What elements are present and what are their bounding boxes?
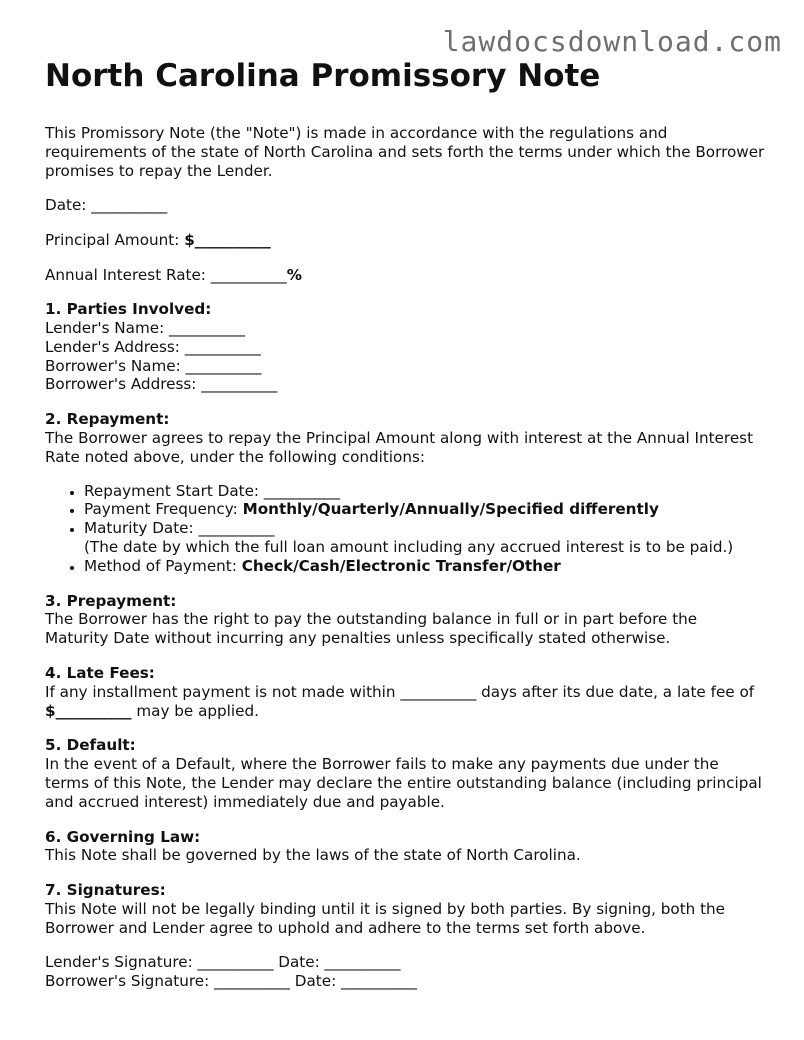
borrower-name-line: Borrower's Name: __________ bbox=[45, 356, 262, 375]
document-page bbox=[45, 58, 765, 991]
default-text: In the event of a Default, where the Borrower fails to make any payments due under the terms of this Note, the Lender may declare the entire outstanding balance (including principal and accrued interest) immediately due and payable. bbox=[45, 755, 762, 811]
interest-rate-blank: __________ bbox=[210, 265, 287, 284]
date-field bbox=[45, 196, 765, 215]
list-item bbox=[84, 519, 765, 557]
section-signatures bbox=[45, 881, 765, 991]
frequency-label: Payment Frequency: bbox=[84, 500, 238, 519]
list-item bbox=[84, 482, 765, 501]
section-heading: 7. Signatures: bbox=[45, 881, 166, 900]
late-fees-text-b: may be applied. bbox=[136, 701, 259, 720]
start-date-line: Repayment Start Date: __________ bbox=[84, 481, 340, 500]
page-title: North Carolina Promissory Note bbox=[45, 58, 601, 94]
section-late-fees bbox=[45, 664, 765, 720]
principal-label: Principal Amount: bbox=[45, 230, 180, 249]
principal-field bbox=[45, 231, 765, 250]
governing-law-text: This Note shall be governed by the laws of the state of North Carolina. bbox=[45, 846, 581, 865]
section-heading: 2. Repayment: bbox=[45, 410, 170, 429]
late-fees-text-a: If any installment payment is not made within __________ days after its due date, a late fee of bbox=[45, 682, 755, 701]
late-fee-amount: $__________ bbox=[45, 701, 132, 720]
list-item bbox=[84, 500, 765, 519]
maturity-label: Maturity Date: __________ bbox=[84, 519, 275, 538]
date-blank: __________ bbox=[91, 196, 168, 215]
lender-address-line: Lender's Address: __________ bbox=[45, 337, 261, 356]
borrower-address-line: Borrower's Address: __________ bbox=[45, 375, 278, 394]
repayment-text: The Borrower agrees to repay the Principal Amount along with interest at the Annual Interest Rate noted above, under the following conditions: bbox=[45, 428, 754, 466]
section-heading: 6. Governing Law: bbox=[45, 827, 201, 846]
frequency-value: Monthly/Quarterly/Annually/Specified differently bbox=[242, 500, 659, 519]
date-label: Date: bbox=[45, 196, 87, 215]
intro-paragraph: This Promissory Note (the "Note") is made in accordance with the regulations and requirements of the state of North Carolina and sets forth the terms under which the Borrower promises to repay the Lender. bbox=[45, 124, 765, 180]
principal-blank: $__________ bbox=[184, 230, 271, 249]
interest-rate-suffix: % bbox=[286, 265, 302, 284]
interest-rate-label: Annual Interest Rate: bbox=[45, 265, 206, 284]
section-heading: 5. Default: bbox=[45, 736, 136, 755]
late-fees-text bbox=[45, 683, 765, 721]
repayment-conditions-list bbox=[45, 482, 765, 576]
section-repayment bbox=[45, 410, 765, 575]
maturity-note: (The date by which the full loan amount including any accrued interest is to be paid.) bbox=[84, 537, 734, 556]
section-heading: 1. Parties Involved: bbox=[45, 300, 212, 319]
section-prepayment bbox=[45, 592, 765, 648]
lender-name-line: Lender's Name: __________ bbox=[45, 318, 245, 337]
signatures-text: This Note will not be legally binding until it is signed by both parties. By signing, both the Borrower and Lender agree to uphold and adhere to the terms set forth above. bbox=[45, 899, 726, 937]
section-default bbox=[45, 736, 765, 811]
prepayment-text: The Borrower has the right to pay the outstanding balance in full or in part before the Maturity Date without incurring any penalties unless specifically stated otherwise. bbox=[45, 610, 698, 648]
watermark: lawdocsdownload.com bbox=[442, 25, 782, 58]
section-heading: 4. Late Fees: bbox=[45, 663, 155, 682]
section-heading: 3. Prepayment: bbox=[45, 591, 177, 610]
section-parties bbox=[45, 300, 765, 394]
method-value: Check/Cash/Electronic Transfer/Other bbox=[241, 556, 561, 575]
method-label: Method of Payment: bbox=[84, 556, 237, 575]
lender-signature-line: Lender's Signature: __________ Date: __________ bbox=[45, 953, 401, 972]
interest-rate-field bbox=[45, 266, 765, 285]
list-item bbox=[84, 557, 765, 576]
section-governing-law bbox=[45, 828, 765, 866]
borrower-signature-line: Borrower's Signature: __________ Date: __________ bbox=[45, 972, 417, 991]
